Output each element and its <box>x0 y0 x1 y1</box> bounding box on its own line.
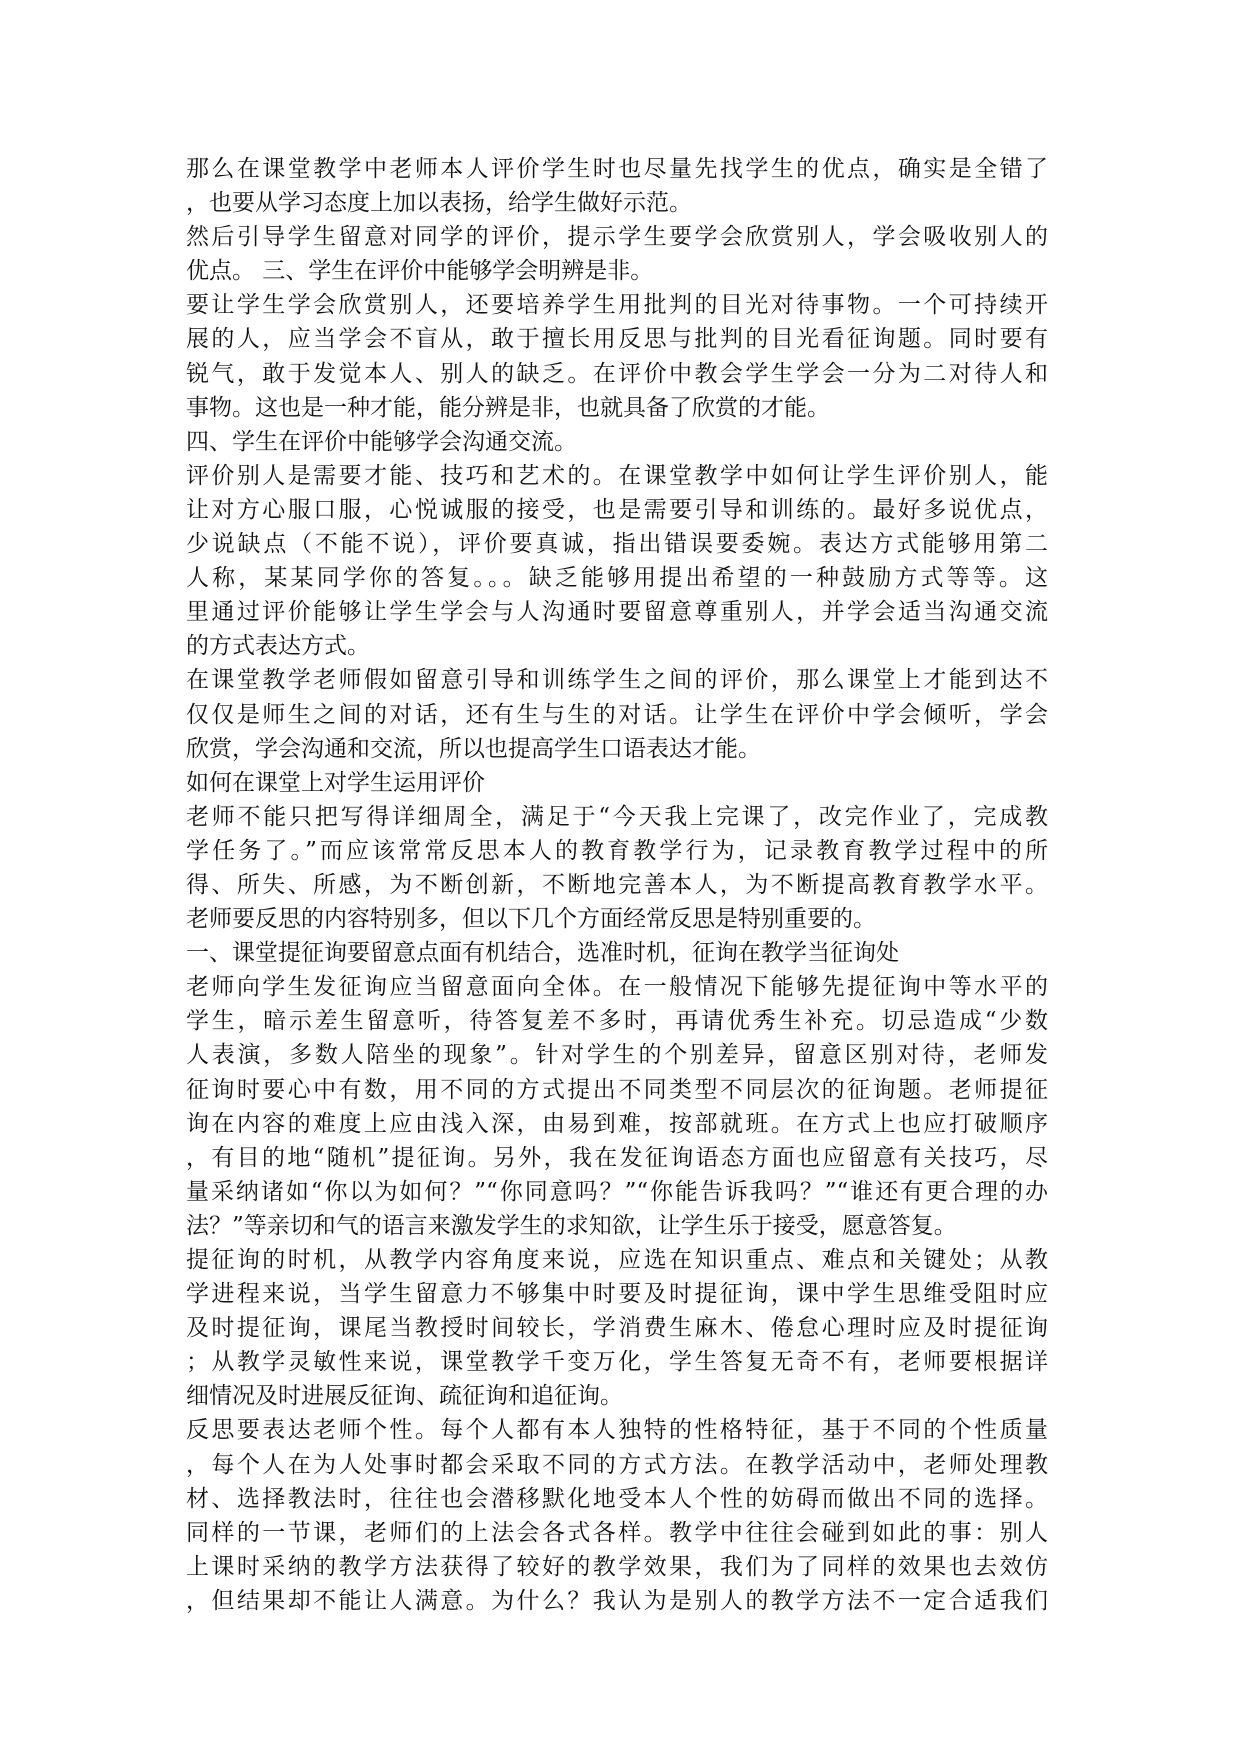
text-line: 法？”等亲切和气的语言来激发学生的求知欲，让学生乐于接受，愿意答复。 <box>186 1212 957 1239</box>
text-line: 学生，暗示差生留意听，待答复差不多时，再请优秀生补充。切忌造成“少数 <box>186 1008 1048 1035</box>
text-line: 人表演，多数人陪坐的现象”。针对学生的个别差异，留意区别对待，老师发 <box>186 1042 1048 1069</box>
text-line: 得、所失、所感，为不断创新，不断地完善本人，为不断提高教育教学水平。 <box>186 871 1048 898</box>
text-line: ，但结果却不能让人满意。为什么？我认为是别人的教学方法不一定合适我们 <box>186 1587 1048 1614</box>
text-line: 材、选择教法时，往往也会潜移默化地受本人个性的妨碍而做出不同的选择。 <box>186 1485 1048 1512</box>
text-line: 四、学生在评价中能够学会沟通交流。 <box>186 428 577 455</box>
text-line: 事物。这也是一种才能，能分辨是非，也就具备了欣赏的才能。 <box>186 394 830 421</box>
text-line: 在课堂教学老师假如留意引导和训练学生之间的评价，那么课堂上才能到达不 <box>186 667 1048 694</box>
text-line: 征询时要心中有数，用不同的方式提出不同类型不同层次的征询题。老师提征 <box>186 1076 1048 1103</box>
text-line: ，有目的地“随机”提征询。另外，我在发征询语态方面也应留意有关技巧，尽 <box>186 1144 1048 1171</box>
text-line: 的方式表达方式。 <box>186 633 370 660</box>
text-line: 一、课堂提征询要留意点面有机结合，选准时机，征询在教学当征询处 <box>186 940 899 967</box>
text-line: 询在内容的难度上应由浅入深，由易到难，按部就班。在方式上也应打破顺序 <box>186 1110 1048 1137</box>
text-line: 老师不能只把写得详细周全，满足于“今天我上完课了，改完作业了，完成教 <box>186 803 1048 830</box>
text-line: 评价别人是需要才能、技巧和艺术的。在课堂教学中如何让学生评价别人，能 <box>186 462 1048 489</box>
text-line: 让对方心服口服，心悦诚服的接受，也是需要引导和训练的。最好多说优点， <box>186 496 1048 523</box>
text-line: 少说缺点（不能不说），评价要真诚，指出错误要委婉。表达方式能够用第二 <box>186 531 1048 558</box>
text-line: ，也要从学习态度上加以表扬，给学生做好示范。 <box>186 190 692 217</box>
text-line: 那么在课堂教学中老师本人评价学生时也尽量先找学生的优点，确实是全错了 <box>186 156 1048 182</box>
text-line: 老师向学生发征询应当留意面向全体。在一般情况下能够先提征询中等水平的 <box>186 974 1048 1001</box>
text-line: 老师要反思的内容特别多，但以下几个方面经常反思是特别重要的。 <box>186 906 876 933</box>
text-line: 同样的一节课，老师们的上法会各式各样。教学中往往会碰到如此的事：别人 <box>186 1519 1048 1546</box>
text-line: 如何在课堂上对学生运用评价 <box>186 769 485 796</box>
text-line: 仅仅是师生之间的对话，还有生与生的对话。让学生在评价中学会倾听，学会 <box>186 701 1048 728</box>
text-line: 量采纳诸如“你以为如何？”“你同意吗？”“你能告诉我吗？”“谁还有更合理的办 <box>186 1178 1048 1205</box>
text-line: 细情况及时进展反征询、疏征询和追征询。 <box>186 1383 623 1410</box>
text-line: 锐气，敢于发觉本人、别人的缺乏。在评价中教会学生学会一分为二对待人和 <box>186 360 1048 387</box>
text-line: 展的人，应当学会不盲从，敢于擅长用反思与批判的目光看征询题。同时要有 <box>186 326 1048 353</box>
text-line: 及时提征询，课尾当教授时间较长，学消费生麻木、倦怠心理时应及时提征询 <box>186 1315 1048 1342</box>
text-line: 上课时采纳的教学方法获得了较好的教学效果，我们为了同样的效果也去效仿 <box>186 1553 1048 1580</box>
text-line: 人称，某某同学你的答复。。。缺乏能够用提出希望的一种鼓励方式等等。这 <box>186 565 1048 592</box>
document-page <box>186 152 1048 1618</box>
text-line: 然后引导学生留意对同学的评价，提示学生要学会欣赏别人，学会吸收别人的 <box>186 224 1048 251</box>
text-line: 反思要表达老师个性。每个人都有本人独特的性格特征，基于不同的个性质量 <box>186 1417 1048 1444</box>
text-line: ，每个人在为人处事时都会采取不同的方式方法。在教学活动中，老师处理教 <box>186 1451 1048 1478</box>
text-line: 学任务了。”而应该常常反思本人的教育教学行为，记录教育教学过程中的所 <box>186 837 1048 864</box>
text-line: 提征询的时机，从教学内容角度来说，应选在知识重点、难点和关键处；从教 <box>186 1247 1048 1273</box>
text-line: 欣赏，学会沟通和交流，所以也提高学生口语表达才能。 <box>186 735 761 762</box>
text-line: 里通过评价能够让学生学会与人沟通时要留意尊重别人，并学会适当沟通交流 <box>186 599 1048 626</box>
text-line: ；从教学灵敏性来说，课堂教学千变万化，学生答复无奇不有，老师要根据详 <box>186 1349 1048 1376</box>
text-line: 优点。 三、学生在评价中能够学会明辨是非。 <box>186 258 654 285</box>
text-line: 要让学生学会欣赏别人，还要培养学生用批判的目光对待事物。一个可持续开 <box>186 292 1048 319</box>
text-line: 学进程来说，当学生留意力不够集中时要及时提征询，课中学生思维受阻时应 <box>186 1281 1048 1308</box>
